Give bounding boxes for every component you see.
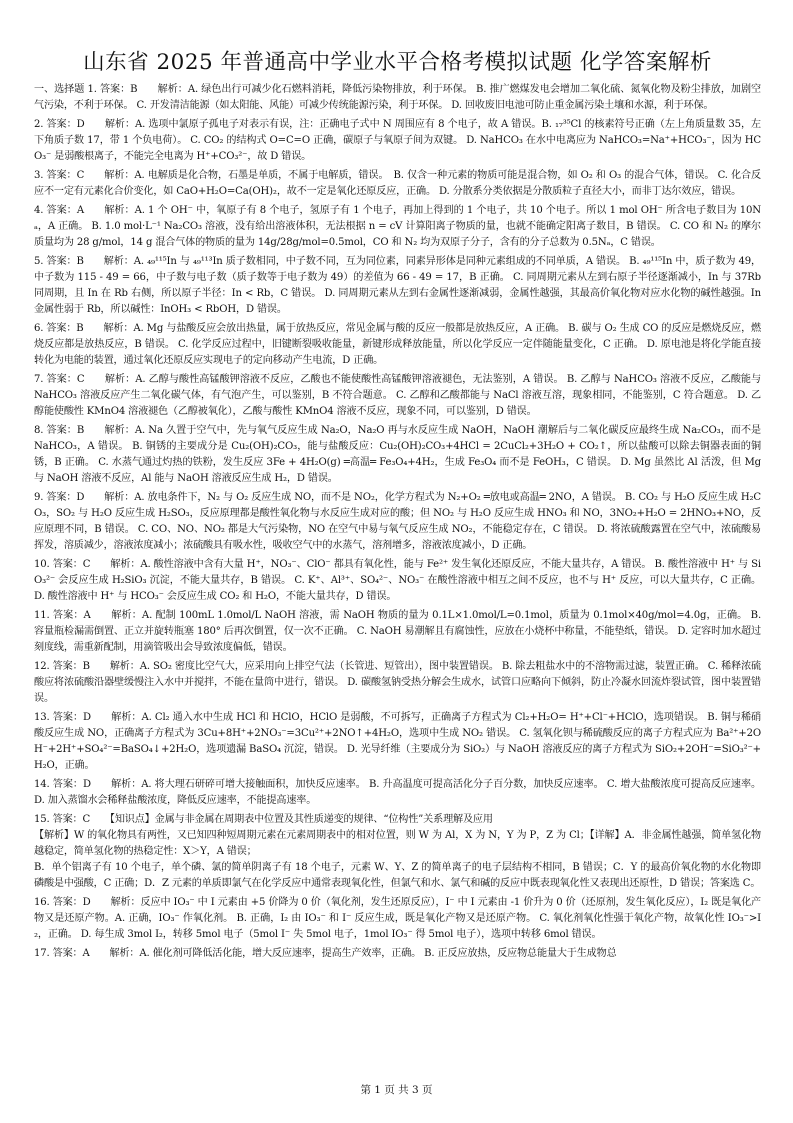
answer-item: 14. 答案：D 解析：A. 将大理石研碎可增大接触面积，加快反应速率。 B. 升高温度可提高活化分子百分数，加快反应速率。 C. 增大盐酸浓度可提高反应速率。 D. 加入蒸馏水会稀释盐酸浓度，降低反应速率，不能提高速率。 — [34, 779, 761, 806]
answer-list — [34, 82, 761, 962]
answer-item: 7. 答案：C 解析：A. 乙醇与酸性高锰酸钾溶液不反应，乙酸也不能使酸性高锰酸钾溶液褪色，无法鉴别，A 错误。 B. 乙醇与 NaHCO₃ 溶液不反应，乙酸能与 NaHCO₃ 溶液反应产生二氧化碳气体，有气泡产生，可以鉴别，B 不符合题意。 C. 乙醇和乙酸都能与 NaCl 溶液互溶，现象相同，不能鉴别，C 符合题意。 D. 乙醇能使酸性 KMnO4 溶液褪色（乙醇被氧化），乙酸与酸性 KMnO4 溶液不反应，现象不同，可以鉴别，D 错误。 — [34, 374, 761, 417]
answer-item: 2. 答案：D 解析：A. 选项中氯原子孤电子对表示有误，注：正确电子式中 N 周围应有 8 个电子，故 A 错误。B. ₁₇³⁵Cl 的核素符号正确（左上角质量数 35，左下角质子数 17，带 1 个负电荷）。 C. CO₂ 的结构式 O=C=O 正确，碳原子与氧原子间为双键。 D. NaHCO₃ 在水中电离应为 NaHCO₃=Na⁺+HCO₃⁻，因为 HCO₃⁻ 是弱酸根离子，不能完全电离为 H⁺+CO₃²⁻，故 D 错误。 — [34, 119, 761, 162]
answer-item: 9. 答案：D 解析：A. 放电条件下，N₂ 与 O₂ 反应生成 NO，而不是 NO₂，化学方程式为 N₂+O₂ ═放电或高温═ 2NO，A 错误。 B. CO₂ 与 H₂O 反应生成 H₂CO₃，SO₂ 与 H₂O 反应生成 H₂SO₃，反应原理都是酸性氧化物与水反应生成对应的酸；但 NO₂ 与 H₂O 反应生成 HNO₃ 和 NO，3NO₂+H₂O = 2HNO₃+NO，反应原理不同，B 错误。 C. CO、NO、NO₂ 都是大气污染物，NO 在空气中易与氧气反应生成 NO₂，不能稳定存在，C 错误。 D. 将浓硫酸露置在空气中，浓硫酸易挥发，溶质减少，溶液浓度减小；浓硫酸具有吸水性，吸收空气中的水蒸气，溶剂增多，溶液浓度减小，D 正确。 — [34, 492, 761, 551]
answer-item: 17. 答案：A 解析：A. 催化剂可降低活化能，增大反应速率，提高生产效率，正确。 B. 正反应放热，反应物总能量大于生成物总 — [34, 948, 617, 959]
page-title: 山东省 2025 年普通高中学业水平合格考模拟试题 化学答案解析 — [83, 50, 712, 75]
answer-item: 13. 答案：D 解析：A. Cl₂ 通入水中生成 HCl 和 HClO，HClO 是弱酸，不可拆写，正确离子方程式为 Cl₂+H₂O= H⁺+Cl⁻+HClO，选项错误。 B. 铜与稀硝酸反应生成 NO，正确离子方程式为 3Cu+8H⁺+2NO₃⁻=3Cu²⁺+2NO↑+4H₂O，选项中生成 NO₂ 错误。 C. 氢氧化钡与稀硫酸反应的离子方程式应为 Ba²⁺+2OH⁻+2H⁺+SO₄²⁻=BaSO₄↓+2H₂O，选项遗漏 BaSO₄ 沉淀，错误。 D. 光导纤维（主要成分为 SiO₂）与 NaOH 溶液反应的离子方程式为 SiO₂+2OH⁻=SiO₃²⁻+H₂O，正确。 — [34, 712, 761, 771]
answer-item: 11. 答案：A 解析：A. 配制 100mL 1.0mol/L NaOH 溶液，需 NaOH 物质的量为 0.1L×1.0mol/L=0.1mol，质量为 0.1mol×40g/mol=4.0g，正确。 B. 容量瓶检漏需倒置、正立并旋转瓶塞 180° 后再次倒置，仅一次不正确。 C. NaOH 易潮解且有腐蚀性，应放在小烧杯中称量，不能垫纸，错误。 D. 定容时加水超过刻度线，需重新配制，用滴管吸出会导致浓度偏低，错误。 — [34, 610, 761, 653]
answer-item: 4. 答案：A 解析：A. 1 个 OH⁻ 中，氧原子有 8 个电子，氢原子有 1 个电子，再加上得到的 1 个电子，共 10 个电子。所以 1 mol OH⁻ 所含电子数目为 10Nₐ，A 正确。 B. 1.0 mol·L⁻¹ Na₂CO₃ 溶液，没有给出溶液体积，无法根据 n = cV 计算阳离子物质的量，也就不能确定阳离子数目，B 错误。 C. CO 和 N₂ 的摩尔质量均为 28 g/mol，14 g 混合气体的物质的量为 14g/28g/mol=0.5mol，CO 和 N₂ 均为双原子分子，含有的分子总数为 0.5Nₐ，C 错误。 — [34, 205, 761, 248]
answer-item: 【解析】W 的氧化物具有两性，又已知四种短周期元素在元素周期表中的相对位置，则 W 为 Al，X 为 N，Y 为 P，Z 为 Cl；【详解】A．非金属性越强，简单氢化物越稳定，简单氢化物的热稳定性：X＞Y，A 错误； — [34, 830, 761, 857]
answer-item: 10. 答案：C 解析：A. 酸性溶液中含有大量 H⁺，NO₃⁻、ClO⁻ 都具有氧化性，能与 Fe²⁺ 发生氧化还原反应，不能大量共存，A 错误。 B. 酸性溶液中 H⁺ 与 SiO₃²⁻ 会反应生成 H₂SiO₃ 沉淀，不能大量共存，B 错误。 C. K⁺、Al³⁺、SO₄²⁻、NO₃⁻ 在酸性溶液中相互之间不反应，也不与 H⁺ 反应，可以大量共存，C 正确。 D. 酸性溶液中 H⁺ 与 HCO₃⁻ 会反应生成 CO₂ 和 H₂O，不能大量共存，D 错误。 — [34, 559, 761, 602]
answer-item: 12. 答案：B 解析：A. SO₂ 密度比空气大，应采用向上排空气法（长管进、短管出），图中装置错误。 B. 除去粗盐水中的不溶物需过滤，装置正确。 C. 稀释浓硫酸应将浓硫酸沿器壁缓慢注入水中并搅拌，不能在量筒中进行，错误。 D. 碳酸氢钠受热分解会生成水，试管口应略向下倾斜，防止冷凝水回流炸裂试管，图中装置错误。 — [34, 661, 761, 704]
answer-item: 5. 答案：B 解析：A. ₄₉¹¹⁵In 与 ₄₉¹¹³In 质子数相同，中子数不同，互为同位素，同素异形体是同种元素组成的不同单质，A 错误。 B. ₄₉¹¹⁵In 中，质子数为 49，中子数为 115 - 49 = 66，中子数与电子数（质子数等于电子数为 49）的差值为 66 - 49 = 17，B 正确。 C. 同周期元素从左到右原子半径逐渐减小，In 与 37Rb 同周期，且 In 在 Rb 右侧，所以原子半径：In < Rb，C 错误。 D. 同周期元素从左到右金属性逐渐减弱，金属性越强，其最高价氧化物对应水化物的碱性越强。In 金属性弱于 Rb，所以碱性：InOH₃ < RbOH，D 错误。 — [34, 256, 761, 315]
answer-page — [34, 50, 761, 962]
answer-item: 3. 答案：C 解析：A. 电解质是化合物，石墨是单质，不属于电解质，错误。 B. 仅含一种元素的物质可能是混合物，如 O₂ 和 O₃ 的混合气体，错误。 C. 化合反应不一定有元素化合价变化，如 CaO+H₂O=Ca(OH)₂，故不一定是氧化还原反应，正确。 D. 分散系分类依据是分散质粒子直径大小，而非丁达尔效应，错误。 — [34, 170, 761, 197]
answer-item: B．单个铝离子有 10 个电子，单个磷、氯的简单阴离子有 18 个电子，元素 W、Y、Z 的简单离子的电子层结构不相同，B 错误；C．Y 的最高价氧化物的水化物即磷酸是中强酸，C 正确；D．Z 元素的单质即氯气在化学反应中通常表现氧化性，但氯气和水、氯气和碱的反应中既表现氧化性又表现出还原性，D 错误；答案选 C。 — [34, 862, 761, 889]
answer-item: 16. 答案：D 解析：反应中 IO₃⁻ 中 I 元素由 +5 价降为 0 价（氧化剂，发生还原反应），I⁻ 中 I 元素由 -1 价升为 0 价（还原剂，发生氧化反应），I₂ 既是氧化产物又是还原产物。A. 正确，IO₃⁻ 作氧化剂。 B. 正确，I₂ 由 IO₃⁻ 和 I⁻ 反应生成，既是氧化产物又是还原产物。 C. 氧化剂氧化性强于氧化产物，故氧化性 IO₃⁻>I₂，正确。 D. 每生成 3mol I₂，转移 5mol 电子（5mol I⁻ 失 5mol 电子，1mol IO₃⁻ 得 5mol 电子），选项中转移 6mol 错误。 — [34, 897, 761, 940]
page-footer: 第 1 页 共 3 页 — [360, 1084, 433, 1096]
answer-item: 15. 答案：C 【知识点】金属与非金属在周期表中位置及其性质递变的规律、“位构性”关系理解及应用 — [34, 814, 493, 825]
answer-item: 8. 答案：B 解析：A. Na 久置于空气中，先与氧气反应生成 Na₂O，Na₂O 再与水反应生成 NaOH，NaOH 潮解后与二氧化碳反应最终生成 Na₂CO₃，而不是 NaHCO₃，A 错误。 B. 铜锈的主要成分是 Cu₂(OH)₂CO₃，能与盐酸反应：Cu₂(OH)₂CO₃+4HCl = 2CuCl₂+3H₂O + CO₂↑，所以盐酸可以除去铜器表面的铜锈，B 正确。 C. 水蒸气通过灼热的铁粉，发生反应 3Fe + 4H₂O(g) ═高温═ Fe₃O₄+4H₂，生成 Fe₃O₄ 而不是 FeOH₃，C 错误。 D. Mg 虽然比 Al 活泼，但 Mg 与 NaOH 溶液不反应，Al 能与 NaOH 溶液反应生成 H₂，D 错误。 — [34, 425, 761, 484]
answer-item: 一、选择题 1. 答案：B 解析：A. 绿色出行可减少化石燃料消耗，降低污染物排放，利于环保。 B. 推广燃煤发电会增加二氧化硫、氮氧化物及粉尘排放，加剧空气污染，不利于环保。 C. 开发清洁能源（如太阳能、风能）可减少传统能源污染，利于环保。 D. 回收废旧电池可防止重金属污染土壤和水源，利于环保。 — [34, 84, 761, 111]
answer-item: 6. 答案：B 解析：A. Mg 与盐酸反应会放出热量，属于放热反应，常见金属与酸的反应一般都是放热反应，A 正确。 B. 碳与 O₂ 生成 CO 的反应是燃烧反应，燃烧反应都是放热反应，B 错误。 C. 化学反应过程中，旧键断裂吸收能量，新键形成释放能量，所以化学反应一定伴随能量变化，C 正确。 D. 原电池是将化学能直接转化为电能的装置，通过氧化还原反应实现电子的定向移动产生电流，D 正确。 — [34, 323, 761, 366]
